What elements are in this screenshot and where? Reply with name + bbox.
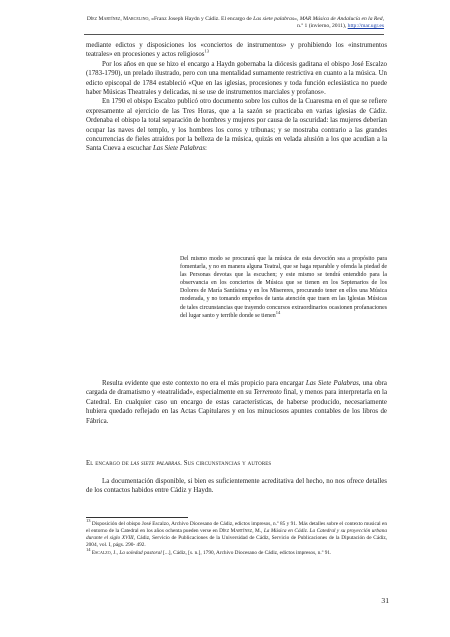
running-header (84, 16, 384, 31)
paragraph-1-text: mediante edictos y disposiciones los «conciertos de instrumentos» y prohibiendo los «instrumentos teatrales» en procesiones y actos religiosos (86, 42, 387, 59)
footnote-13-number: 13 (86, 518, 91, 524)
paragraph-4 (86, 379, 387, 426)
paragraph-3-end: : (205, 145, 207, 153)
body-block-3 (86, 477, 387, 496)
header-author: Díez Martínez, Marcelino, (86, 16, 150, 22)
header-issue: , n.º 1 (invierno, 2011), (297, 16, 384, 30)
footnote-14 (86, 547, 387, 557)
paragraph-4-text: Resulta evidente que este contexto no era el más propicio para encargar (102, 380, 306, 387)
footnote-14-author: Escalzo (90, 549, 111, 556)
footnotes (86, 518, 387, 557)
footnote-divider (86, 517, 188, 518)
block-quote (180, 255, 387, 320)
paragraph-3-text: En 1790 el obispo Escalzo publicó otro documento sobre los cultos de la Cuaresma en el que se refiere expresamente al ejercicio de las Tres Horas, que a la sazón se practicaba en varias iglesias de Cádiz. Ordenaba el obispo la total separación de hombres y mujeres por causa de la oscuridad: las mujeres deberían ocupar las naves del templo, y los hombres los coros y tribunas; y se mostraba contrario a las grandes concurrencias de fieles atraídos por la belleza de la música, quizás en velada alusión a los que acudían a la Santa Cueva a escuchar (86, 98, 387, 153)
section-heading (86, 459, 387, 468)
footnote-14-number: 14 (86, 547, 91, 553)
paragraph-4-work-title: Las Siete Palabras (305, 380, 359, 387)
header-title-end: », (294, 16, 299, 22)
section-heading-start: El encargo de (86, 460, 131, 467)
paragraph-5: La documentación disponible, si bien es suficientemente acreditativa del hecho, no nos ofrece detalles de los contactos habidos entre Cádiz y Haydn. (86, 478, 387, 495)
footnote-13-text-b: , M., (252, 528, 264, 535)
section-heading-work-title: las siete palabras (130, 460, 181, 467)
header-url-link[interactable]: http://mar.ugr.es (347, 23, 384, 30)
header-title: «Franz Joseph Haydn y Cádiz. El encargo de (149, 16, 254, 22)
paragraph-4-terremoto: Terremoto (253, 389, 282, 397)
footnote-13 (86, 518, 387, 549)
footnote-13-book-title: La Música en Cádiz. La Catedral y su proyección urbana durante el siglo XVIII (86, 528, 387, 542)
footnote-13-text: Disposición del obispo José Escalzo, Archivo Diocesano de Cádiz, edictos impresos, n.º 85 y 91. Más detalles sobre el contexto musical en el entorno de la Catedral en los años ochenta pueden verse en (86, 521, 387, 535)
paragraph-1 (86, 41, 387, 60)
footnote-14-book-title: La soledad pastoral (119, 549, 162, 556)
paragraph-3 (86, 97, 387, 153)
paragraph-4-text-c: final, y menos para interpretarla en la Catedral. En cualquier caso un encargo de estas características, de haberse producido, necesariamente hubiera quedado reflejado en las Actas Capitulares y en los minuciosos apuntes contables de los libros de Fábrica. (86, 389, 387, 425)
block-quote-text: Del mismo modo se procurará que la música de esta devoción sea a propósito para fomentarla, y no en manera alguna Teatral, que se haga reparable y ofenda la piedad de las Personas devotas que la escuchen; y este mismo se tendrá entendido para la observancia en los conciertos de Música que se tienen en los Septenarios de los Dolores de María Santísima y en los Misereres, procurando tener en ellos una Música moderada, y no tomando empeños de tanta atención que traen en las Iglesias Músicas de tales circunstancias que trayendo concursos extraordinarios ocasionen profanaciones del lugar santo y terrible donde se tienen (180, 256, 387, 319)
header-divider (84, 34, 384, 35)
page-number: 31 (381, 596, 389, 605)
header-work-title: Las siete palabras (253, 16, 295, 22)
body-block-2 (86, 379, 387, 426)
section-heading-end: . Sus circunstancias y autores (180, 460, 272, 467)
footnote-14-text-b: [...], Cádiz, [s. n.], 1790, Archivo Diocesano de Cádiz, edictos impresos, n.º 91. (161, 549, 332, 556)
paragraph-3-work-title: Las Siete Palabras (152, 145, 206, 153)
header-journal: MAR Música de Andalucía en la Red (298, 16, 383, 22)
footnote-ref-14[interactable]: 14 (275, 309, 281, 315)
footnote-ref-13[interactable]: 13 (204, 49, 209, 55)
footnote-13-text-c: , Cádiz, Servicio de Publicaciones de la Universidad de Cádiz, Servicio de Publicaciones de la Diputación de Cádiz, 2004, vol. I, págs. 290- 492. (86, 535, 387, 549)
footnote-14-text: , J., (110, 549, 120, 556)
footnote-13-author: Díez Martínez (219, 528, 253, 535)
body-block-1 (86, 41, 387, 154)
paragraph-4-text-b: , una obra cargada de dramatismo y «teatralidad», especialmente en su (86, 380, 387, 397)
paragraph-2: Por los años en que se hizo el encargo a Haydn gobernaba la diócesis gaditana el obispo José Escalzo (1783-1790), un prelado ilustrado, pero con una mentalidad sumamente restrictiva en cuanto a la música. Un edicto episcopal de 1784 estableció «Que en las iglesias, procesiones y toda función eclesiástica no puede haber Músicas Theatrales y delicadas, ni se use de instrumentos marciales y profanos». (86, 60, 387, 97)
